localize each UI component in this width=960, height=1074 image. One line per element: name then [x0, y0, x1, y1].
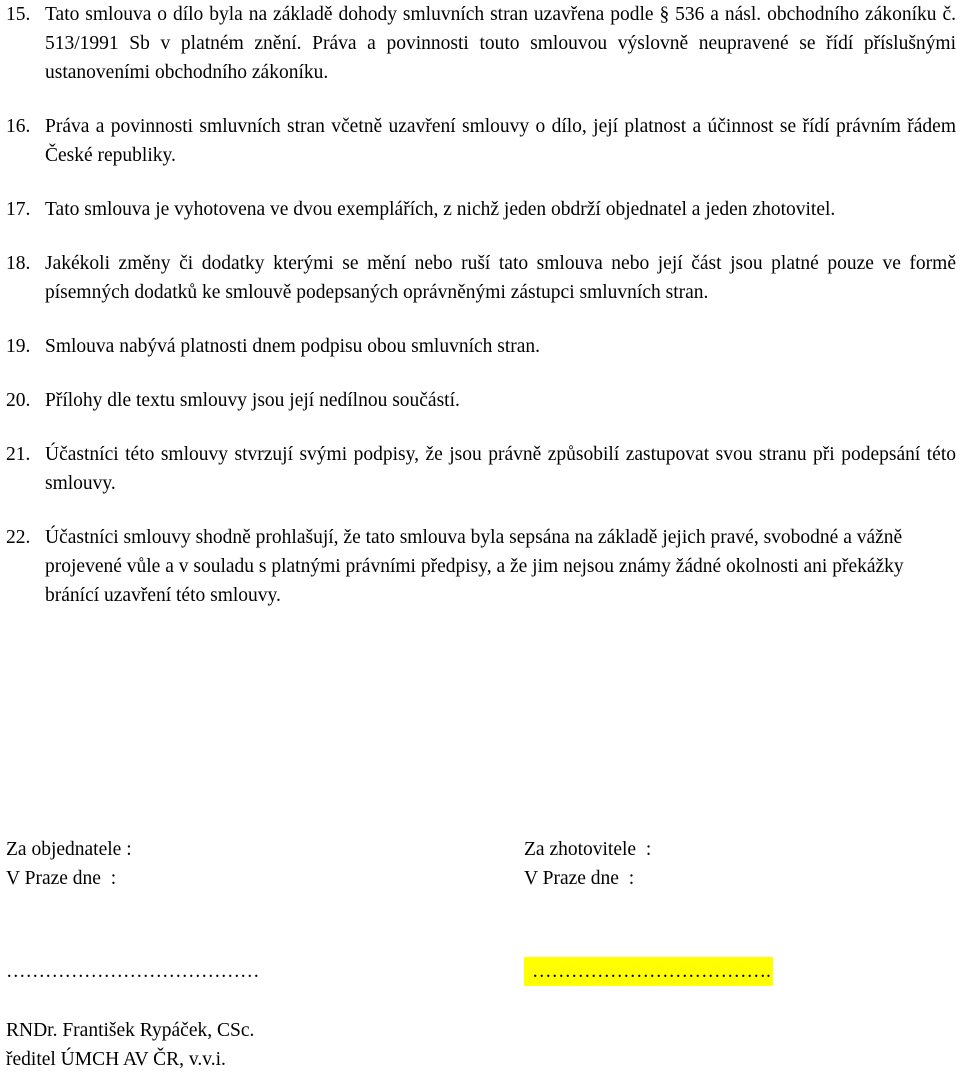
clause-16: [6, 112, 956, 170]
client-signature-line: …………………………………: [6, 961, 260, 982]
client-signer-name: RNDr. František Rypáček, CSc.: [6, 1020, 255, 1041]
contractor-party-label: Za zhotovitele :: [524, 839, 652, 860]
clause-number: 17.: [6, 199, 31, 220]
clause-text: Přílohy dle textu smlouvy jsou její nedílnou součástí.: [45, 390, 460, 411]
contract-clauses: [6, 0, 956, 635]
contractor-signature: [524, 835, 944, 986]
contractor-signature-line: ……………………………….: [524, 957, 773, 986]
clause-19: [6, 332, 956, 361]
clause-number: 20.: [6, 390, 31, 411]
clause-number: 19.: [6, 336, 31, 357]
clause-18: [6, 249, 956, 307]
clause-number: 16.: [6, 116, 31, 137]
clause-21: [6, 440, 956, 498]
clause-number: 22.: [6, 527, 31, 548]
clause-15: [6, 0, 956, 87]
clause-number: 21.: [6, 444, 31, 465]
clause-text: Účastníci této smlouvy stvrzují svými podpisy, že jsou právně způsobilí zastupovat svou stranu při podepsání této smlouvy.: [45, 444, 956, 494]
clause-number: 18.: [6, 253, 31, 274]
clause-text: Smlouva nabývá platnosti dnem podpisu obou smluvních stran.: [45, 336, 541, 357]
client-signature: [6, 835, 506, 1074]
clause-22: [6, 523, 956, 610]
clause-text: Účastníci smlouvy shodně prohlašují, že tato smlouva byla sepsána na základě jejich pravé, svobodné a vážně projevené vůle a v souladu s platnými právními předpisy, a že jim nejsou známy žádné okolnosti ani překážky bránící uzavření této smlouvy.: [45, 527, 904, 606]
contractor-place-date: V Praze dne :: [524, 868, 635, 889]
client-place-date: V Praze dne :: [6, 868, 117, 889]
clause-17: [6, 195, 956, 224]
clause-20: [6, 386, 956, 415]
client-signer-title: ředitel ÚMCH AV ČR, v.v.i.: [6, 1049, 226, 1070]
clause-text: Tato smlouva o dílo byla na základě dohody smluvních stran uzavřena podle § 536 a násl. obchodního zákoníku č. 513/1991 Sb v platném znění. Práva a povinnosti touto smlouvou výslovně neupravené se řídí příslušnými ustanoveními obchodního zákoníku.: [45, 4, 956, 83]
clause-text: Jakékoli změny či dodatky kterými se mění nebo ruší tato smlouva nebo její část jsou platné pouze ve formě písemných dodatků ke smlouvě podepsaných oprávněnými zástupci smluvních stran.: [45, 253, 956, 303]
client-party-label: Za objednatele :: [6, 839, 132, 860]
clause-number: 15.: [6, 4, 31, 25]
contractor-signature-line-wrap: [524, 957, 944, 986]
clause-text: Tato smlouva je vyhotovena ve dvou exemplářích, z nichž jeden obdrží objednatel a jeden zhotovitel.: [45, 199, 836, 220]
clause-text: Práva a povinnosti smluvních stran včetně uzavření smlouvy o dílo, její platnost a účinnost se řídí právním řádem České republiky.: [45, 116, 956, 166]
